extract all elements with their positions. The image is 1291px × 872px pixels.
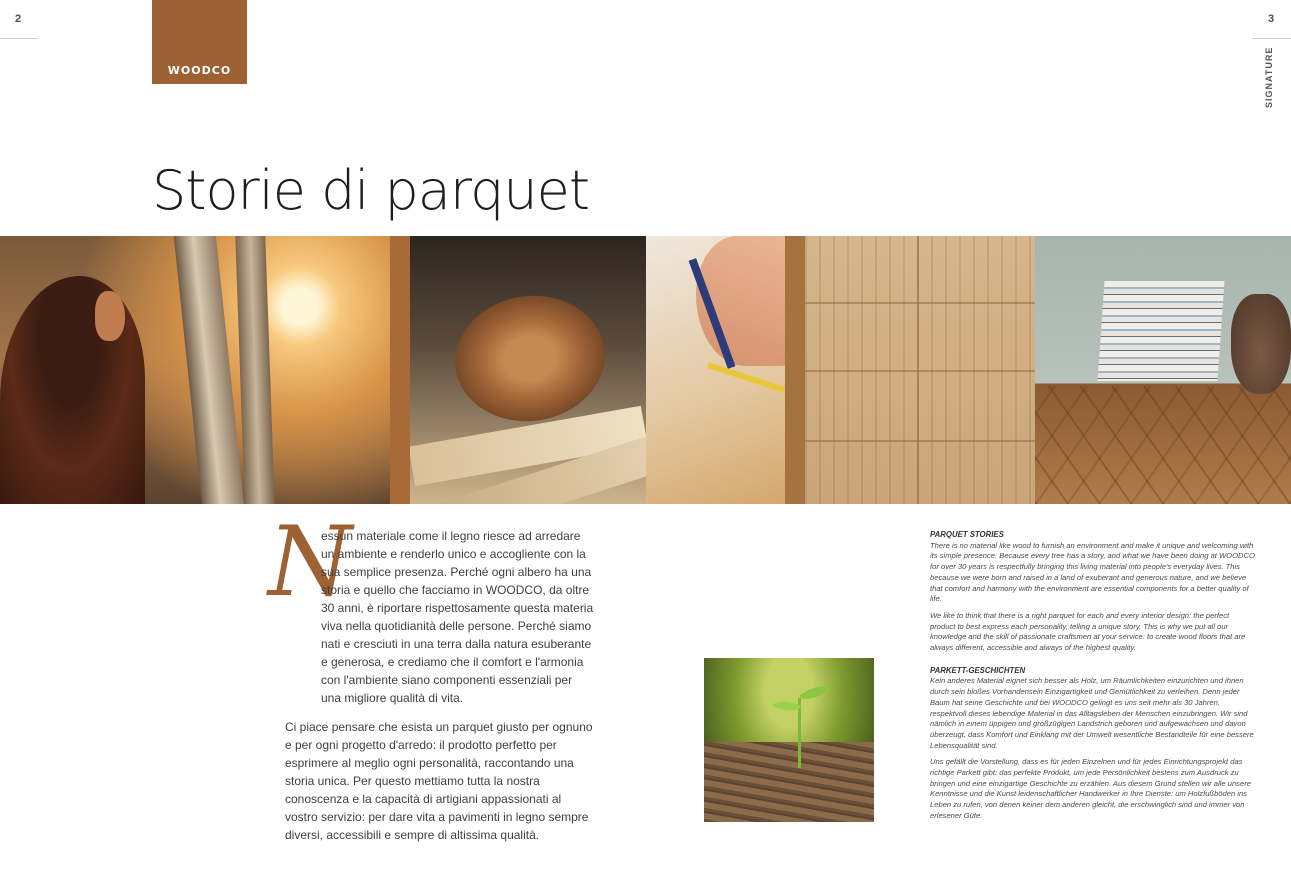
german-paragraph-2: Uns gefällt die Vorstellung, dass es für jeden Einzelnen und für jedes Einrichtungsprojekt das richtige Parkett gibt: das perfekte Produkt, um jede Persönlichkeit bestens zum Ausdruck zu bringen und eine einzigartige Geschichte zu erzählen. Aus diesem Grund stellen wir alle unsere Kenntnisse und die Kunst leidenschaftlicher Handwerker in Ihre Dienste: um Holzfußböden ins Leben zu rufen, von denen keiner dem anderen gleicht, die erschwinglich sind und immer von erlesener Güte. (930, 757, 1251, 820)
english-paragraph-2: We like to think that there is a right parquet for each and every interior design: the perfect product to best express each personality, telling a unique story. This is why we put all our knowledge and the skill of passionate craftsmen at your service: to create wood floors that are always different, accessible and always of the highest quality. (930, 610, 1246, 653)
photo-divider (390, 236, 410, 504)
german-block (930, 666, 1256, 822)
translations-column (930, 530, 1256, 834)
page-title: Storie di parquet (152, 159, 590, 222)
photo-woman-sunset (0, 236, 390, 504)
english-heading: PARQUET STORIES (930, 530, 1004, 539)
english-block (930, 530, 1256, 654)
intro-text-italian (285, 527, 595, 855)
english-paragraph-1: There is no material like wood to furnish an environment and make it unique and welcoming with its simple presence. Because every tree has a story, and what we have been doing at WOODCO for over 30 years is respectfully bringing this living material into people's everyday lives. This because we were born and raised in a land of exuberant and generous nature, and we believe that comfort and harmony with the environment are essential components for a better quality of life. (930, 540, 1255, 604)
header-rule-left (0, 38, 38, 39)
photo-wood-log (410, 236, 646, 504)
intro-paragraph-2: Ci piace pensare che esista un parquet giusto per ognuno e per ogni progetto d'arredo: il prodotto perfetto per esprimere al meglio ogni personalità, raccontando una storia unica. Per questo mettiamo tutta la nostra conoscenza e la capacità di artigiani appassionati al vostro servizio: per dare vita a pavimenti in legno sempre diversi, accessibili e sempre di altissima qualità. (285, 720, 593, 842)
photo-interior-floor (1035, 236, 1291, 504)
page-number-left: 2 (15, 13, 22, 25)
german-heading: PARKETT-GESCHICHTEN (930, 665, 1026, 675)
woodco-logo (152, 0, 247, 84)
photo-divider (785, 236, 805, 504)
photo-parquet-squares (805, 236, 1035, 504)
section-tab: SIGNATURE (1264, 46, 1274, 108)
intro-paragraph-1: essun materiale come il legno riesce ad arredare un ambiente e renderlo unico e accogliente con la sua semplice presenza. Perché ogni albero ha una storia e quello che facciamo in WOODCO, da oltre 30 anni, è riportare rispettosamente questa materia viva nella quotidianità delle persone. Perché siamo nati e cresciuti in una terra dalla natura esuberante e generosa, e crediamo che il comfort e l'armonia con l'ambiente siano componenti essenziali per una migliore qualità di vita. (321, 529, 594, 705)
corner-curve (1251, 196, 1291, 236)
german-paragraph-1: Kein anderes Material eignet sich besser als Holz, um Räumlichkeiten einzurichten und ihnen durch sein bloßes Vorhandensein Einzigartigkeit und Gemütlichkeit zu verleihen. Denn jeder Baum hat seine Geschichte und bei WOODCO gelingt es uns seit mehr als 30 Jahren, respektvoll dieses lebendige Material in das Alltagsleben der Menschen einzubringen. Wir sind nämlich in einem üppigen und großzügigen Landstrich geboren und aufgewachsen und davon überzeugt, dass Komfort und Einklang mit der Umwelt wesentliche Bestandteile für eine bessere Lebensqualität sind. (930, 676, 1254, 750)
logo-text: WOODCO (167, 64, 232, 77)
photo-sprout (704, 658, 874, 822)
photo-hand-pencil (646, 236, 785, 504)
page-number-right: 3 (1268, 13, 1275, 25)
photo-strip (0, 236, 1291, 504)
drop-cap: N (268, 506, 352, 618)
header-rule-right (1252, 38, 1291, 39)
